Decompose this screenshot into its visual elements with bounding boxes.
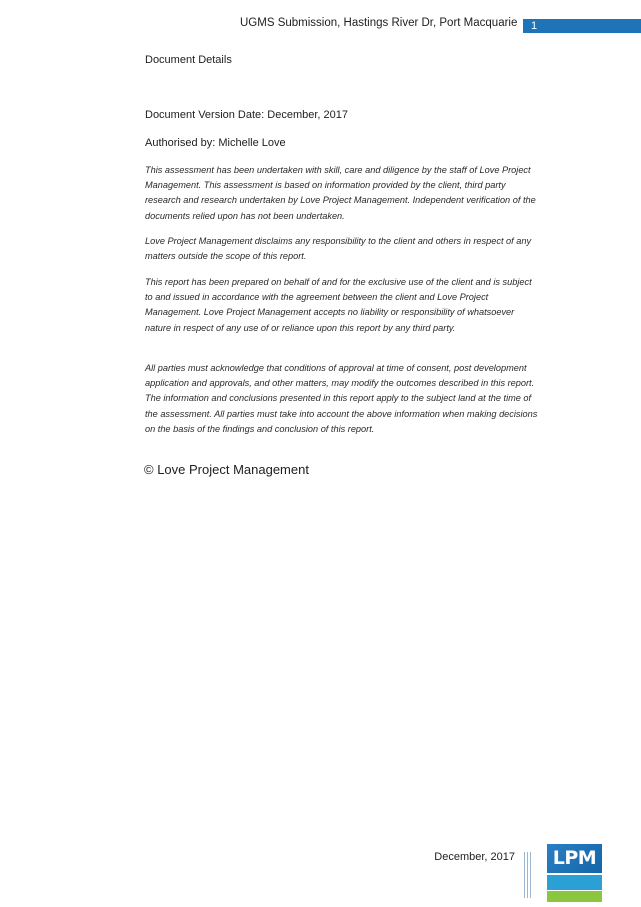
logo-cyan-stripe (547, 875, 602, 890)
section-title: Document Details (145, 54, 232, 66)
disclaimer-paragraph-3: This report has been prepared on behalf of and for the exclusive use of the client and is subject to and issued in accordance with the agreement between the client and Love Project Management. Love Project Management accepts no liability or responsibility of whatsoever nature in respect of any use of or reliance upon this report by any third party. (145, 277, 532, 333)
logo-text: LPM (552, 847, 597, 869)
logo-blue-block (547, 844, 602, 873)
copyright-notice: © Love Project Management (144, 462, 309, 477)
disclaimer-paragraph-2: Love Project Management disclaims any responsibility to the client and others in respect of any matters outside the scope of this report. (145, 236, 532, 262)
page-number: 1 (531, 20, 538, 32)
page-number-bar (523, 19, 641, 33)
header-title: UGMS Submission, Hastings River Dr, Port Macquarie (240, 17, 518, 29)
footer-date: December, 2017 (434, 851, 515, 863)
logo-green-stripe (547, 891, 602, 902)
lpm-logo (547, 844, 602, 902)
footer-divider-lines (524, 852, 534, 898)
version-date: Document Version Date: December, 2017 (145, 109, 349, 121)
disclaimer-paragraph-1: This assessment has been undertaken with skill, care and diligence by the staff of Love Project Management. This assessment is based on information provided by the client, third party research and research undertaken by Love Project Management. Independent verification of the documents relied upon has not been undertaken. (145, 165, 536, 221)
disclaimer-paragraph-4: All parties must acknowledge that conditions of approval at time of consent, post development application and approvals, and other matters, may modify the outcomes described in this report. The information and conclusions presented in this report apply to the subject land at the time of the assessment. All parties must take into account the above information when making decisions on the basis of the findings and conclusion of this report. (145, 363, 538, 434)
authorised-by: Authorised by: Michelle Love (145, 137, 286, 149)
